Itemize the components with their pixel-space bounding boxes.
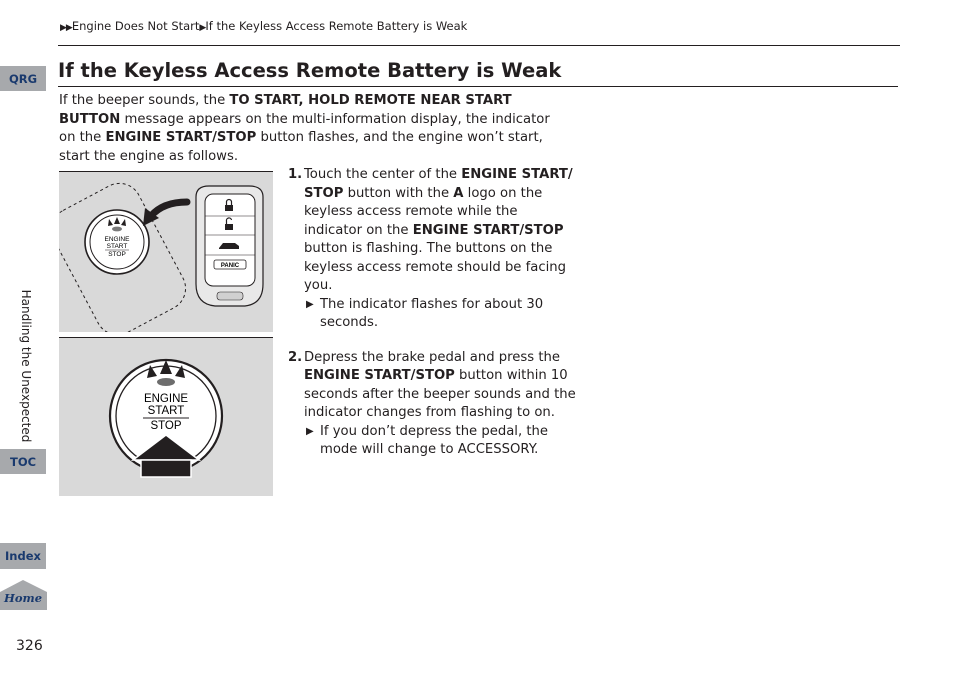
breadcrumb-arrow-icon: ▶ — [199, 23, 206, 33]
fig1-engine-label: ENGINE — [104, 236, 130, 243]
note-arrow-icon: ▶ — [306, 425, 314, 437]
fob-touch-illustration — [59, 172, 273, 332]
home-label: Home — [3, 591, 43, 605]
page-number: 326 — [16, 638, 43, 654]
title-underline — [58, 86, 898, 87]
breadcrumb-current: If the Keyless Access Remote Battery is Weak — [205, 19, 468, 33]
fig2-start-label: START — [147, 405, 185, 417]
page-title: If the Keyless Access Remote Battery is Weak — [58, 59, 562, 82]
figure-fob-touch-button — [59, 171, 273, 332]
qrg-tab[interactable]: QRG — [0, 66, 46, 91]
step-1-text: Touch the center of the ENGINE START/ STOP button with the A logo on the keyless access remote while the indicator on the ENGINE START/STOP button is flashing. The buttons on the keyless access remote should be facing you. — [304, 167, 573, 293]
figure-press-button — [59, 337, 273, 496]
fig2-stop-label: STOP — [150, 420, 182, 432]
breadcrumb — [60, 19, 467, 33]
note-arrow-icon: ▶ — [306, 298, 314, 310]
panic-label: PANIC — [220, 263, 240, 269]
curved-arrow-icon — [143, 202, 187, 226]
breadcrumb-arrow-icon: ▶▶ — [60, 23, 72, 33]
home-button[interactable] — [0, 580, 47, 610]
header-divider — [58, 45, 900, 46]
toc-tab[interactable]: TOC — [0, 449, 46, 474]
intro-paragraph: If the beeper sounds, the TO START, HOLD REMOTE NEAR START BUTTON message appears on the multi-information display, the indicator on the ENGINE START/STOP button flashes, and the engine won’t start, start the engine as follows. — [59, 93, 550, 164]
index-tab[interactable]: Index — [0, 543, 46, 569]
keyless-remote-icon — [196, 186, 263, 306]
step-number: 1. — [288, 167, 303, 182]
fig1-stop-label: STOP — [108, 251, 126, 258]
home-icon — [0, 580, 47, 610]
fig2-engine-label: ENGINE — [143, 393, 189, 405]
step-2 — [288, 349, 578, 460]
fig1-start-label: START — [106, 243, 128, 250]
step-2-note: ▶ If you don’t depress the pedal, the mode will change to ACCESSORY. — [306, 423, 548, 457]
step-1 — [288, 166, 578, 333]
press-button-illustration — [59, 338, 273, 496]
step-1-note: ▶ The indicator flashes for about 30 seconds. — [306, 296, 544, 330]
step-2-text: Depress the brake pedal and press the ENGINE START/STOP button within 10 seconds after the beeper sounds and the indicator changes from flashing to on. — [304, 349, 576, 420]
section-label: Handling the Unexpected — [19, 289, 33, 443]
steps-list — [288, 166, 578, 476]
step-number: 2. — [288, 349, 303, 365]
breadcrumb-link-engine-does-not-start[interactable]: Engine Does Not Start — [71, 19, 200, 33]
